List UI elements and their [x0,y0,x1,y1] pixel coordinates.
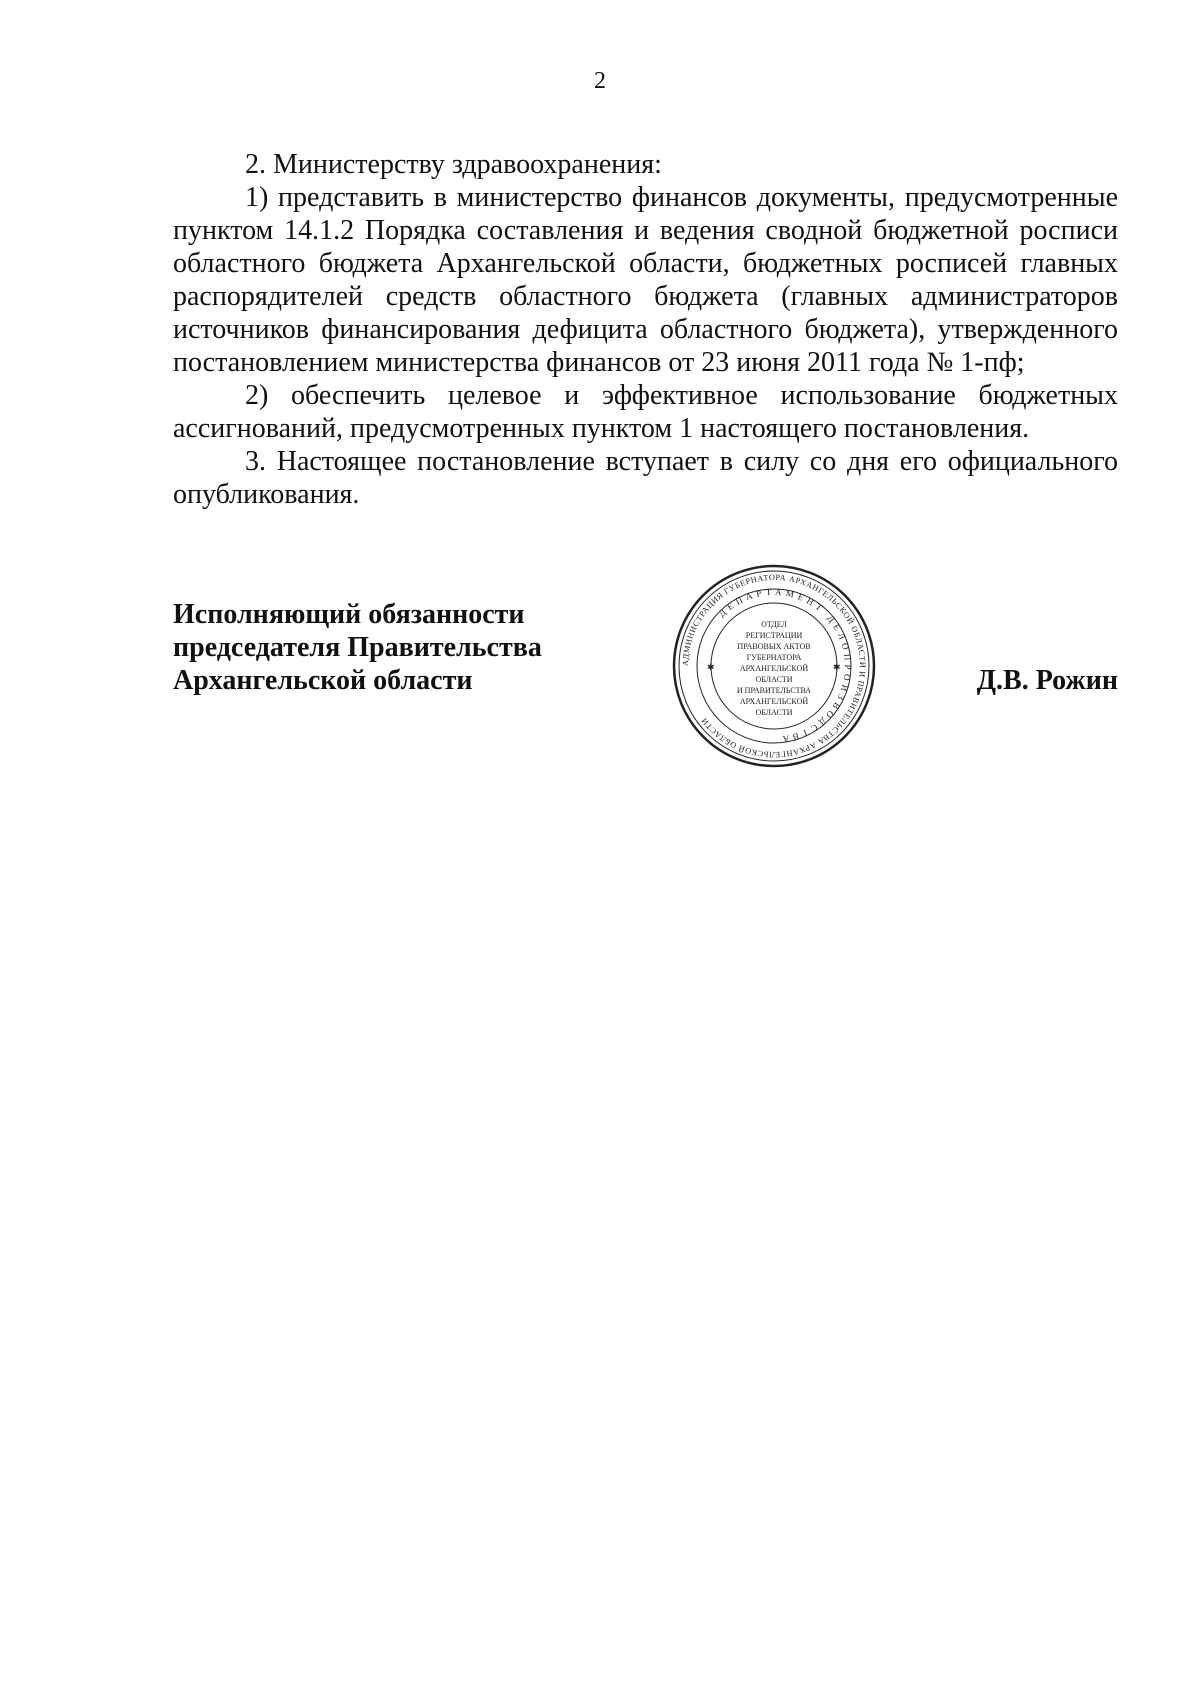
seal-center-line: ПРАВОВЫХ АКТОВ [737,642,811,651]
paragraph-subitem-2: 2) обеспечить целевое и эффективное использование бюджетных ассигнований, предусмотренных пунктом 1 настоящего постановления. [173,380,1118,444]
seal-center-line: РЕГИСТРАЦИИ [745,631,803,640]
signer-title-line: Исполняющий обязанности [173,599,525,630]
paragraph-item-3: 3. Настоящее постановление вступает в силу со дня его официального опубликования. [173,446,1118,510]
seal-center-text [737,620,811,717]
paragraph-item-2-heading: 2. Министерству здравоохранения: [245,149,662,180]
signer-title-line: Архангельской области [173,665,473,696]
seal-center-line: АРХАНГЕЛЬСКОЙ [739,697,809,706]
seal-graphic [669,561,879,771]
page-number: 2 [594,68,606,94]
signer-name: Д.В. Рожин [976,665,1118,696]
seal-inner-ring-text-path: ДЕПАРТАМЕНТ ДЕЛОПРОИЗВОДСТВА [716,586,854,745]
signer-title-line: председателя Правительства [173,632,542,663]
seal-center-line: И ПРАВИТЕЛЬСТВА [736,686,812,695]
seal-center-line: ОБЛАСТИ [755,708,793,717]
paragraph-subitem-1: 1) представить в министерство финансов документы, предусмотренные пунктом 14.1.2 Порядка составления и ведения сводной бюджетной росписи областного бюджета Архангельской области, бюджетных росписей главных распорядителей средств областного бюджета (главных администраторов источников финансирования дефицита областного бюджета), утвержденного постановлением министерства финансов от 23 июня 2011 года № 1-пф; [173,182,1118,378]
signature-block [173,572,1118,778]
seal-star-right-icon: ✱ [833,662,841,672]
seal-star-left-icon: ✱ [707,662,715,672]
seal-center-line: ГУБЕРНАТОРА [746,653,802,662]
seal-center-line: ОТДЕЛ [761,620,787,629]
seal-center-line: ОБЛАСТИ [755,675,793,684]
official-seal [669,561,879,771]
signer-title [173,598,542,697]
seal-center-line: АРХАНГЕЛЬСКОЙ [739,664,809,673]
seal-ring-text-path: АДМИНИСТРАЦИЯ ГУБЕРНАТОРА АРХАНГЕЛЬСКОЙ ОБЛАСТИ И ПРАВИТЕЛЬСТВА АРХАНГЕЛЬСКОЙ ОБЛАСТИ [680,572,868,760]
document-body [173,148,1118,511]
